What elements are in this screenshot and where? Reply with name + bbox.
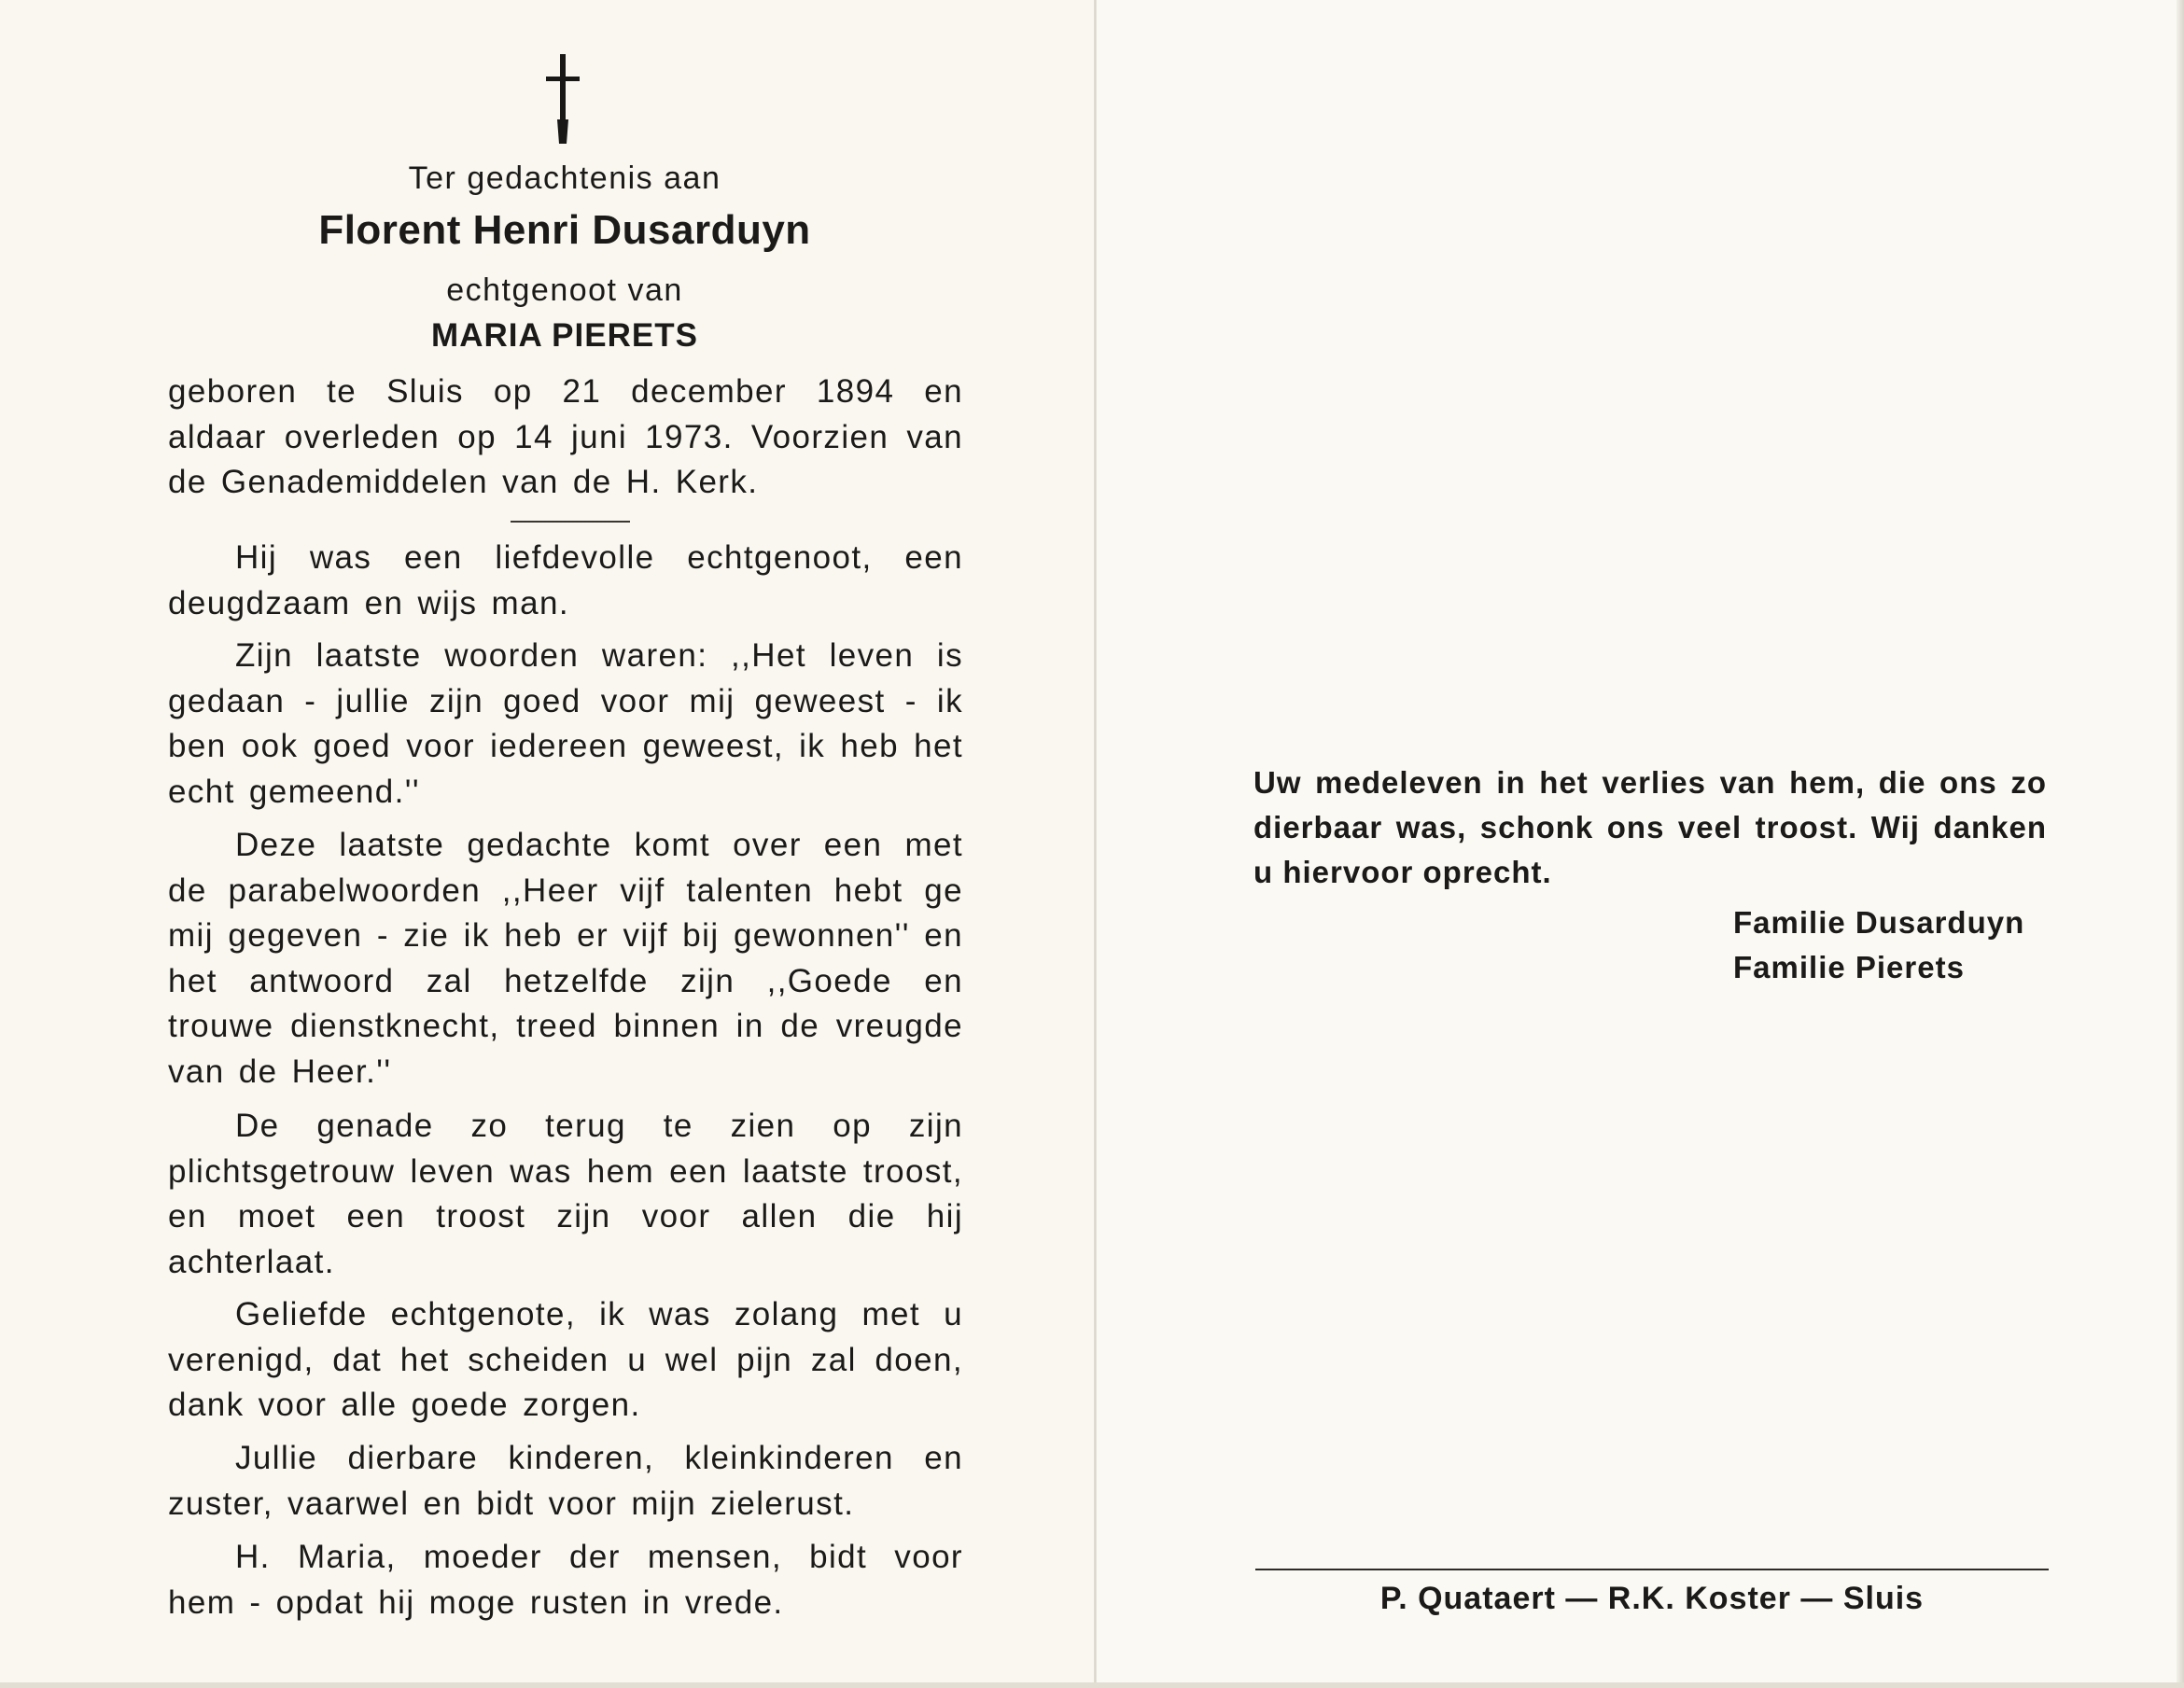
family-signature-1: Familie Dusarduyn [1733, 905, 2025, 940]
card-bottom-edge [0, 1682, 2184, 1688]
deceased-name: Florent Henri Dusarduyn [318, 207, 811, 253]
printer-rule [1255, 1569, 2049, 1570]
printer-line: P. Quataert — R.K. Koster — Sluis [1379, 1581, 1925, 1616]
thanks-text: Uw medeleven in het verlies van hem, die ons zo dierbaar was, schonk ons veel troost. Wij danken u hiervoor oprecht. [1253, 765, 2047, 889]
paragraph-grace: De genade zo terug te zien op zijn plichtsgetrouw leven was hem een laatste troost, en moet een troost zijn voor allen die hij achterlaat. [168, 1108, 963, 1280]
divider [511, 521, 630, 523]
paragraph-spouse: Geliefde echtgenote, ik was zolang met u verenigd, dat het scheiden u wel pijn zal doen, dank voor alle goede zorgen. [168, 1296, 963, 1423]
paragraph-character: Hij was een liefdevolle echtgenoot, een deugdzaam en wijs man. [168, 539, 963, 621]
paragraph-last-words: Zijn laatste woorden waren: ,,Het leven is gedaan - jullie zijn goed voor mij geweest - ik ben ook goed voor iedereen geweest, ik heb het echt gemeend.'' [168, 637, 963, 810]
spouse-label: echtgenoot van [446, 272, 683, 308]
paragraph-children: Jullie dierbare kinderen, kleinkinderen en zuster, vaarwel en bidt voor mijn zielerust. [168, 1440, 963, 1522]
cross-icon [544, 54, 581, 144]
card-edge [2177, 0, 2184, 1688]
family-signature-2: Familie Pierets [1733, 950, 1965, 984]
birth-death-paragraph: geboren te Sluis op 21 december 1894 en aldaar overleden op 14 juni 1973. Voorzien van de Genademiddelen van de H. Kerk. [168, 373, 963, 500]
intro-text: Ter gedachtenis aan [408, 160, 721, 196]
paragraph-parable: Deze laatste gedachte komt over een met de parabelwoorden ,,Heer vijf talenten hebt ge mij gegeven - zie ik heb er vijf bij gewonnen'' en het antwoord zal hetzelfde zijn ,,Goede en trouwe dienstknecht, treed binnen in de vreugde van de Heer.'' [168, 827, 963, 1090]
spouse-name: MARIA PIERETS [431, 317, 698, 354]
paragraph-prayer: H. Maria, moeder der mensen, bidt voor hem - opdat hij moge rusten in vrede. [168, 1539, 963, 1621]
